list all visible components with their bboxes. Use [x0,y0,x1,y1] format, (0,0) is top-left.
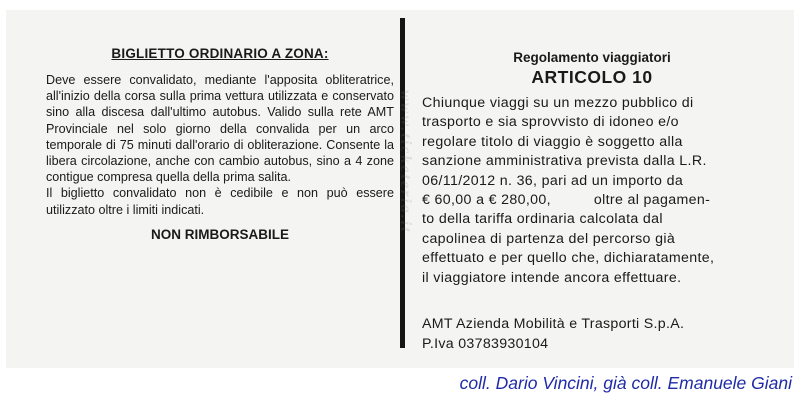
non-refundable-notice: NON RIMBORSABILE [151,226,289,242]
article-line: regolare titolo di viaggio è soggetto alla [422,133,683,150]
article-text [422,94,762,288]
ticket-type-title: BIGLIETTO ORDINARIO A ZONA: [111,46,329,61]
company-info [422,314,762,354]
article-line: sanzione amministrativa prevista dalla L.R. [422,153,707,170]
ticket-right-panel [422,50,762,354]
article-line: il viaggiatore intende ancora effettuare. [422,269,682,286]
vat-number: P.Iva 03783930104 [422,336,549,353]
article-title: ARTICOLO 10 [531,67,653,87]
watermark: www.ticketeria.it [397,90,414,234]
conditions-paragraph-validation: Deve essere convalidato, mediante l'apposita obliteratrice, all'inizio della corsa sulla prima vettura utilizzata e conservato sino alla discesa dall'ultimo autobus. Valido sulla rete AMT Provinciale nel solo giorno della convalida per un arco temporale di 75 minuti dall'orario di obliterazione. Consente la libera circolazione, anche con cambio autobus, sino a 4 zone contigue compresa quella della prima salita. [46,73,394,185]
conditions-paragraph-transfer: Il biglietto convalidato non è cedibile e non può essere utilizzato oltre i limiti indicati. [46,186,394,217]
article-line: to della tariffa ordinaria calcolata dal [422,211,663,228]
company-name: AMT Azienda Mobilità e Trasporti S.p.A. [422,316,685,333]
regulation-heading: Regolamento viaggiatori [513,50,671,65]
ticket-conditions [46,72,394,218]
ticket-left-panel [46,46,394,242]
article-line: Chiunque viaggi su un mezzo pubblico di [422,95,694,111]
collection-caption: coll. Dario Vincini, già coll. Emanuele Giani [459,373,792,393]
ticket [6,10,794,368]
article-line: 06/11/2012 n. 36, pari ad un importo da [422,172,684,189]
article-line: effettuato e per quello che, dichiaratamente, [422,250,715,267]
article-line: capolinea di partenza del percorso già [422,230,676,247]
article-line: € 60,00 a € 280,00, oltre al pagamen- [422,192,711,209]
article-line: trasporto e sia sprovvisto di idoneo e/o [422,114,679,131]
